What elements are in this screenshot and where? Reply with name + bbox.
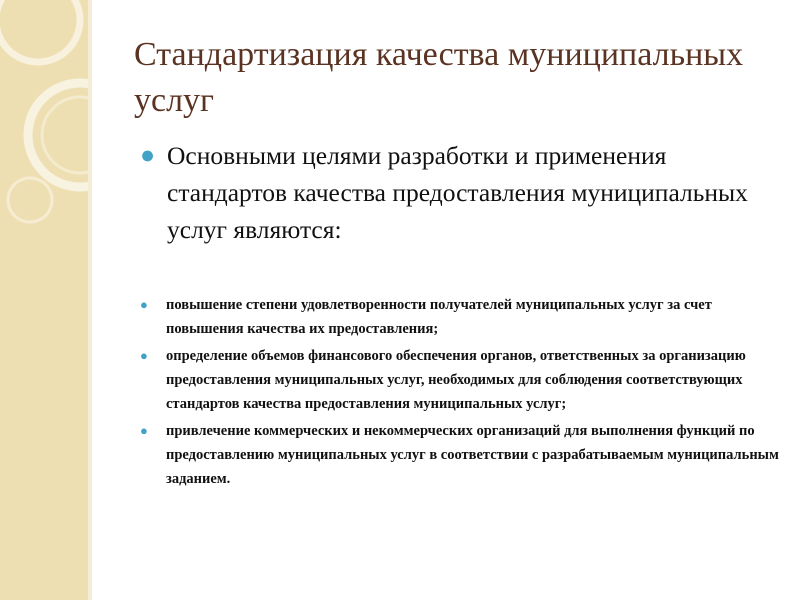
sub-point-text: привлечение коммерческих и некоммерческих организаций для выполнения функций по предоставлению муниципальных услуг в соответствии с разрабатываемым муниципальным заданием. [166,423,779,487]
circle-bullet-icon: ● [140,423,148,438]
main-point-text: Основными целями разработки и применения стандартов качества предоставления муниципальных услуг являются: [167,141,748,244]
slide-title: Стандартизация качества муниципальных услуг [134,36,744,119]
sub-point-item [140,419,780,491]
sub-point-item [140,344,780,416]
main-bullet-point [140,137,760,248]
side-panel-edge [88,0,92,600]
sub-point-text: повышение степени удовлетворенности получателей муниципальных услуг за счет повышения качества их предоставления; [166,297,712,337]
decorative-rings-icon [0,0,88,600]
sub-point-text: определение объемов финансового обеспечения органов, ответственных за организацию предоставления муниципальных услуг, необходимых для соблюдения соответствующих стандартов качества предоставления муниципальных услуг; [166,348,746,412]
circle-bullet-icon: ● [140,348,148,363]
decorative-side-panel [0,0,88,600]
circle-bullet-icon: ● [140,297,148,312]
sub-points-list [140,293,780,494]
sub-point-item [140,293,780,341]
circle-bullet-icon: ● [140,142,156,169]
